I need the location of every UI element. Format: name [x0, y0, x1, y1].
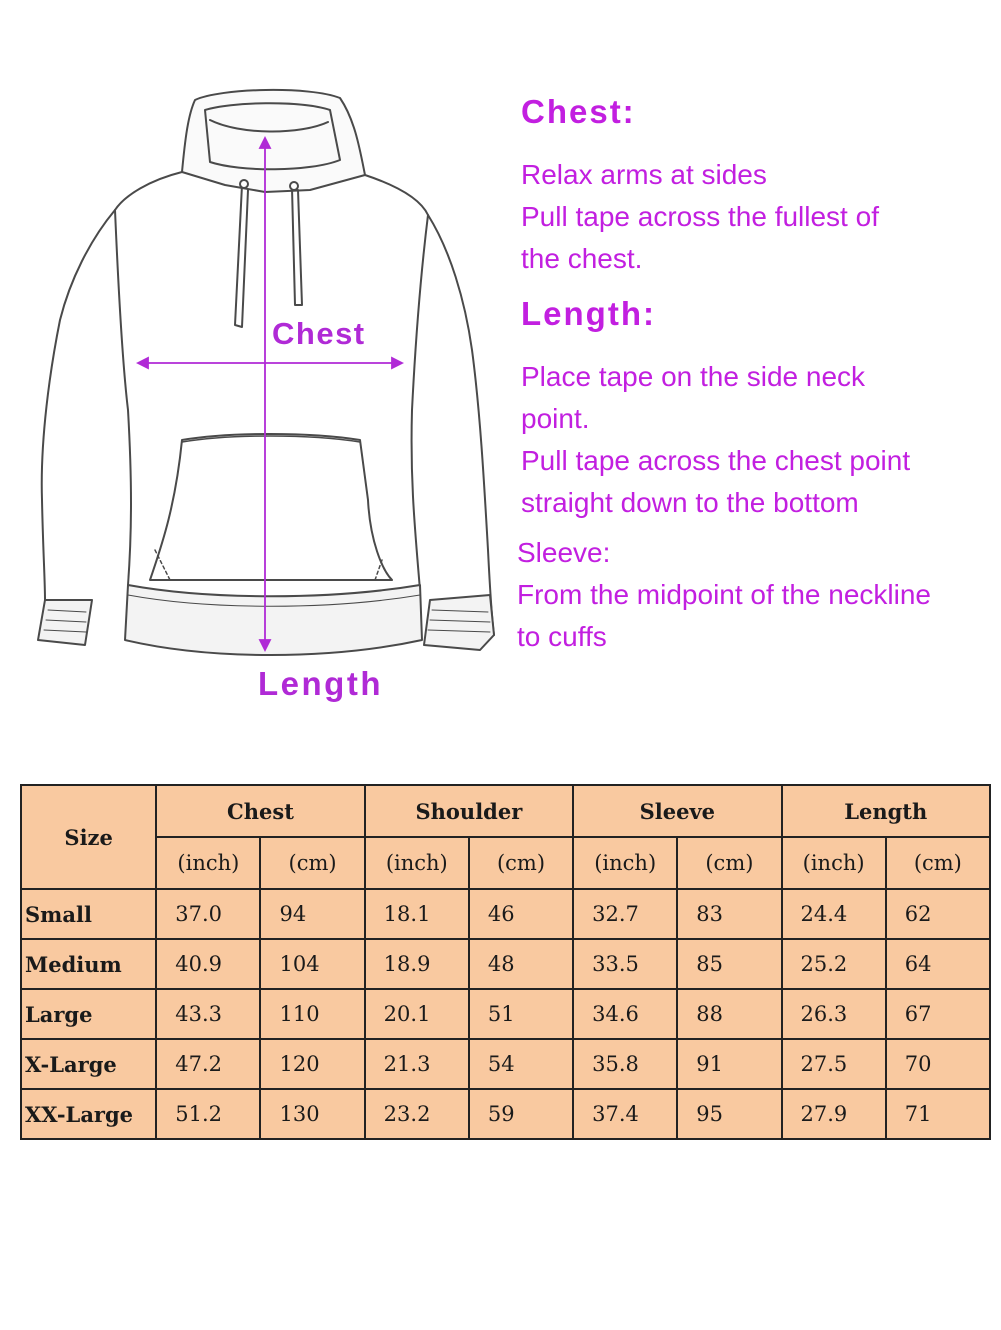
- size-column-header: Size: [21, 785, 156, 889]
- table-cell: 43.3: [156, 989, 260, 1039]
- table-cell: 62: [886, 889, 990, 939]
- table-cell: 27.5: [782, 1039, 886, 1089]
- unit-header: (inch): [782, 837, 886, 889]
- table-cell: 20.1: [365, 989, 469, 1039]
- size-name: X-Large: [21, 1039, 156, 1089]
- instruction-line: Pull tape across the chest point: [521, 445, 911, 476]
- table-cell: 26.3: [782, 989, 886, 1039]
- table-cell: 120: [260, 1039, 364, 1089]
- table-cell: 51: [469, 989, 573, 1039]
- table-cell: 85: [677, 939, 781, 989]
- table-cell: 25.2: [782, 939, 886, 989]
- table-cell: 91: [677, 1039, 781, 1089]
- table-cell: 48: [469, 939, 573, 989]
- chest-group-header: Chest: [156, 785, 364, 837]
- table-cell: 54: [469, 1039, 573, 1089]
- table-cell: 94: [260, 889, 364, 939]
- table-cell: 40.9: [156, 939, 260, 989]
- length-heading: Length:: [521, 295, 656, 332]
- hoodie-sketch: [10, 80, 530, 720]
- table-cell: 33.5: [573, 939, 677, 989]
- sleeve-heading: Sleeve:: [517, 537, 611, 568]
- size-name: Small: [21, 889, 156, 939]
- length-group-header: Length: [782, 785, 991, 837]
- table-cell: 18.1: [365, 889, 469, 939]
- table-cell: 59: [469, 1089, 573, 1139]
- table-cell: 24.4: [782, 889, 886, 939]
- table-cell: 35.8: [573, 1039, 677, 1089]
- unit-header: (inch): [365, 837, 469, 889]
- table-cell: 27.9: [782, 1089, 886, 1139]
- table-row: [21, 939, 990, 989]
- chest-instructions: [521, 154, 879, 280]
- sleeve-instructions: [517, 532, 931, 658]
- unit-header: (inch): [156, 837, 260, 889]
- chest-heading: Chest:: [521, 93, 636, 130]
- table-cell: 70: [886, 1039, 990, 1089]
- table-cell: 64: [886, 939, 990, 989]
- table-cell: 47.2: [156, 1039, 260, 1089]
- sleeve-group-header: Sleeve: [573, 785, 781, 837]
- table-cell: 104: [260, 939, 364, 989]
- table-row: [21, 989, 990, 1039]
- table-row: [21, 889, 990, 939]
- instruction-line: to cuffs: [517, 621, 607, 652]
- table-cell: 51.2: [156, 1089, 260, 1139]
- instruction-line: Pull tape across the fullest of: [521, 201, 879, 232]
- table-cell: 67: [886, 989, 990, 1039]
- length-measure-label: Length: [258, 665, 383, 702]
- size-name: Large: [21, 989, 156, 1039]
- table-cell: 83: [677, 889, 781, 939]
- instruction-line: the chest.: [521, 243, 643, 274]
- table-cell: 18.9: [365, 939, 469, 989]
- size-name: Medium: [21, 939, 156, 989]
- unit-header: (cm): [886, 837, 990, 889]
- unit-header: (cm): [469, 837, 573, 889]
- instruction-line: From the midpoint of the neckline: [517, 579, 931, 610]
- table-cell: 32.7: [573, 889, 677, 939]
- instruction-line: Place tape on the side neck: [521, 361, 866, 392]
- instruction-line: Relax arms at sides: [521, 159, 767, 190]
- chest-measure-label: Chest: [272, 316, 366, 351]
- length-instructions: [521, 356, 910, 524]
- table-cell: 37.0: [156, 889, 260, 939]
- table-cell: 130: [260, 1089, 364, 1139]
- table-cell: 71: [886, 1089, 990, 1139]
- size-name: XX-Large: [21, 1089, 156, 1139]
- table-row: [21, 1039, 990, 1089]
- size-chart-table: [20, 784, 991, 1140]
- table-cell: 88: [677, 989, 781, 1039]
- instruction-line: straight down to the bottom: [521, 487, 859, 518]
- table-cell: 46: [469, 889, 573, 939]
- table-cell: 95: [677, 1089, 781, 1139]
- table-cell: 21.3: [365, 1039, 469, 1089]
- table-cell: 37.4: [573, 1089, 677, 1139]
- hoodie-diagram: [10, 80, 530, 720]
- table-row: [21, 1089, 990, 1139]
- table-cell: 34.6: [573, 989, 677, 1039]
- table-cell: 23.2: [365, 1089, 469, 1139]
- unit-header: (inch): [573, 837, 677, 889]
- table-cell: 110: [260, 989, 364, 1039]
- instruction-line: point.: [521, 403, 590, 434]
- unit-header: (cm): [260, 837, 364, 889]
- shoulder-group-header: Shoulder: [365, 785, 573, 837]
- unit-header: (cm): [677, 837, 781, 889]
